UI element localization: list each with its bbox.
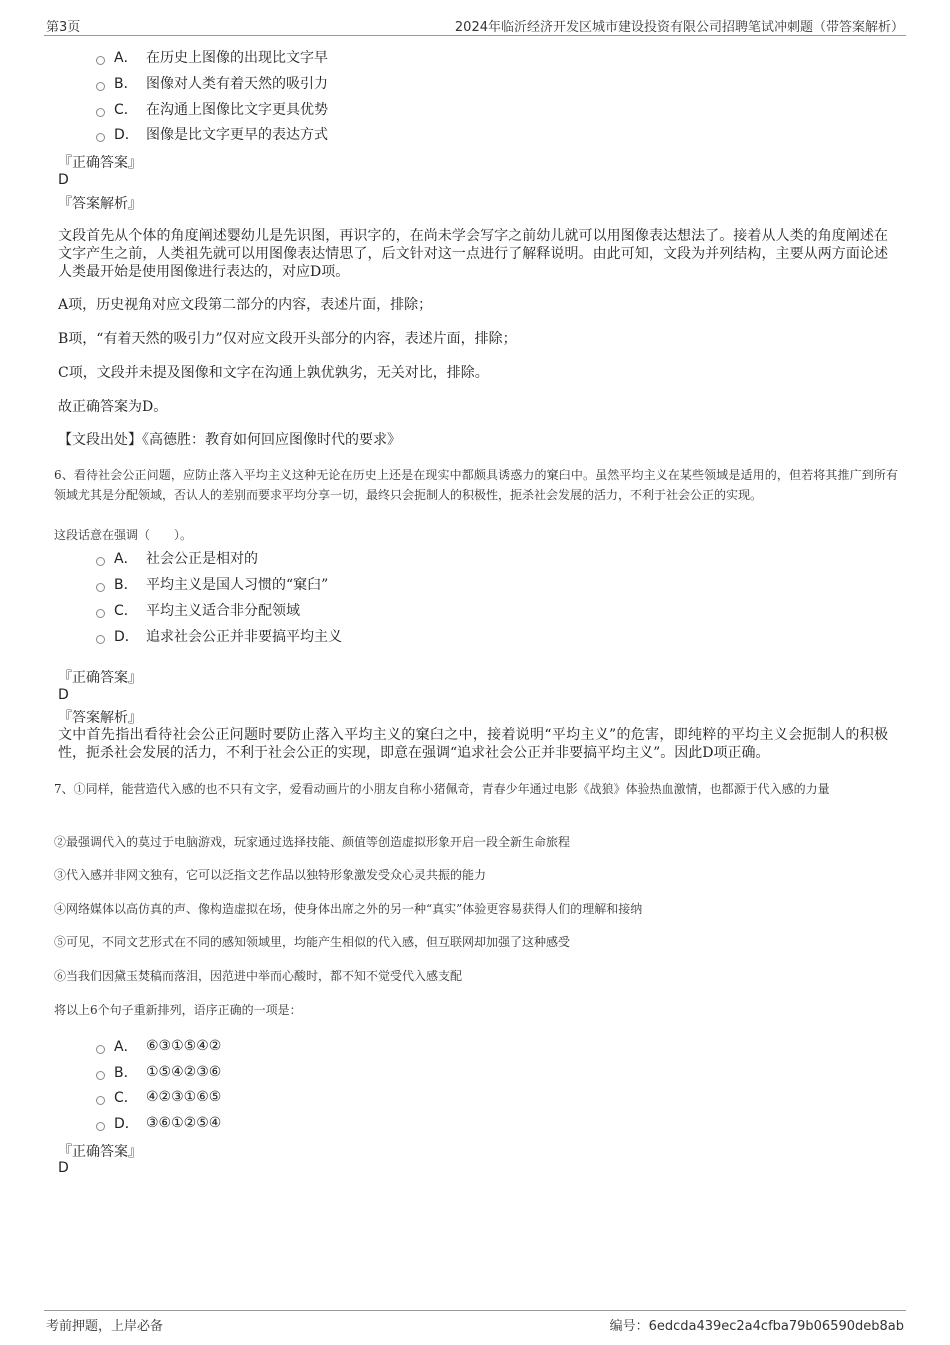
radio-icon[interactable] bbox=[96, 82, 105, 91]
q6-analysis: 文中首先指出看待社会公正问题时要防止落入平均主义的窠臼之中，接着说明“平均主义”的危害，即纯粹的平均主义会扼制人的积极性，扼杀社会发展的活力，不利于社会公正的实现，即意在强调“追求社会公正并非要搞平均主义”。因此D项正确。 bbox=[58, 727, 888, 761]
q6-analysis-label: 『答案解析』 bbox=[58, 710, 142, 726]
q7-sentence-3: ③代入感并非网文独有，它可以泛指文艺作品以独特形象激发受众心灵共振的能力 bbox=[54, 868, 487, 882]
q5-answer: D bbox=[58, 172, 69, 188]
radio-icon[interactable] bbox=[96, 583, 105, 592]
q5-note-a: A项，历史视角对应文段第二部分的内容，表述片面，排除； bbox=[58, 297, 433, 313]
q7-sentence-5: ⑤可见，不同文艺形式在不同的感知领域里，均能产生相似的代入感，但互联网却加强了这种感受 bbox=[54, 935, 571, 949]
q6-option-c[interactable]: C． 平均主义适合非分配领域 bbox=[96, 599, 300, 621]
q7-answer: D bbox=[58, 1160, 69, 1176]
q7-option-c[interactable]: C． ④②③①⑥⑤ bbox=[96, 1086, 221, 1108]
q5-option-b[interactable]: B． 图像对人类有着天然的吸引力 bbox=[96, 72, 328, 94]
q6-option-d[interactable]: D． 追求社会公正并非要搞平均主义 bbox=[96, 625, 342, 647]
radio-icon[interactable] bbox=[96, 108, 105, 117]
document-title: 2024年临沂经济开发区城市建设投资有限公司招聘笔试冲刺题（带答案解析） bbox=[454, 20, 904, 35]
radio-icon[interactable] bbox=[96, 1071, 105, 1080]
q7-sentence-6: ⑥当我们因黛玉焚稿而落泪，因范进中举而心酸时，都不知不觉受代入感支配 bbox=[54, 969, 463, 983]
q5-option-a[interactable]: A． 在历史上图像的出现比文字早 bbox=[96, 46, 328, 68]
q7-sentence-1: 7、①同样，能营造代入感的也不只有文字，爱看动画片的小朋友自称小猪佩奇，青春少年通过电影《战狼》体验热血激情，也都源于代入感的力量 bbox=[54, 782, 830, 796]
q5-analysis: 文段首先从个体的角度阐述婴幼儿是先识图，再识字的，在尚未学会写字之前幼儿就可以用图像表达想法了。接着从人类的角度阐述在文字产生之前，人类祖先就可以用图像表达情思了，后文针对这一点进行了解释说明。由此可知，文段为并列结构，主要从两方面论述人类最开始是使用图像进行表达的，对应D项。 bbox=[58, 228, 888, 280]
page-footer bbox=[44, 1310, 906, 1334]
q7-option-b[interactable]: B． ①⑤④②③⑥ bbox=[96, 1061, 221, 1083]
q7-sentence-2: ②最强调代入的莫过于电脑游戏，玩家通过选择技能、颜值等创造虚拟形象开启一段全新生命旅程 bbox=[54, 835, 571, 849]
radio-icon[interactable] bbox=[96, 557, 105, 566]
q6-answer: D bbox=[58, 687, 69, 703]
q5-note-b: B项，“有着天然的吸引力”仅对应文段开头部分的内容，表述片面，排除； bbox=[58, 331, 517, 347]
q5-option-c[interactable]: C． 在沟通上图像比文字更具优势 bbox=[96, 98, 328, 120]
q5-option-d[interactable]: D． 图像是比文字更早的表达方式 bbox=[96, 123, 328, 145]
q5-note-c: C项，文段并未提及图像和文字在沟通上孰优孰劣，无关对比，排除。 bbox=[58, 365, 489, 381]
q7-answer-label: 『正确答案』 bbox=[58, 1144, 142, 1160]
radio-icon[interactable] bbox=[96, 56, 105, 65]
footer-slogan: 考前押题，上岸必备 bbox=[46, 1319, 164, 1334]
q7-option-a[interactable]: A． ⑥③①⑤④② bbox=[96, 1035, 221, 1057]
q7-question: 将以上6个句子重新排列，语序正确的一项是： bbox=[54, 1003, 302, 1017]
q6-stem: 6、看待社会公正问题，应防止落入平均主义这种无论在历史上还是在现实中都颇具诱惑力的窠臼中。虽然平均主义在某些领域是适用的，但若将其推广到所有领域尤其是分配领域，否认人的差别而要求平均分享一切，最终只会扼制人的积极性，扼杀社会发展的活力，不利于社会公正的实现。 bbox=[54, 468, 898, 502]
radio-icon[interactable] bbox=[96, 1122, 105, 1131]
document-id: 编号：6edcda439ec2a4cfba79b06590deb8ab bbox=[609, 1319, 904, 1334]
radio-icon[interactable] bbox=[96, 1096, 105, 1105]
q5-analysis-label: 『答案解析』 bbox=[58, 196, 142, 212]
q6-option-a[interactable]: A． 社会公正是相对的 bbox=[96, 547, 258, 569]
q6-option-b[interactable]: B． 平均主义是国人习惯的“窠臼” bbox=[96, 573, 328, 595]
radio-icon[interactable] bbox=[96, 609, 105, 618]
q5-source: 【文段出处】《高德胜：教育如何回应图像时代的要求》 bbox=[58, 432, 401, 448]
q7-option-d[interactable]: D． ③⑥①②⑤④ bbox=[96, 1112, 221, 1134]
q5-conclusion: 故正确答案为D。 bbox=[58, 399, 168, 415]
page-header bbox=[44, 14, 906, 36]
radio-icon[interactable] bbox=[96, 1045, 105, 1054]
radio-icon[interactable] bbox=[96, 133, 105, 142]
q5-answer-label: 『正确答案』 bbox=[58, 155, 142, 171]
q7-sentence-4: ④网络媒体以高仿真的声、像构造虚拟在场，使身体出席之外的另一种“真实”体验更容易获得人们的理解和接纳 bbox=[54, 902, 643, 916]
page-number: 第3页 bbox=[46, 20, 81, 35]
radio-icon[interactable] bbox=[96, 635, 105, 644]
q6-answer-label: 『正确答案』 bbox=[58, 670, 142, 686]
q6-question: 这段话意在强调（ ）。 bbox=[54, 528, 193, 542]
